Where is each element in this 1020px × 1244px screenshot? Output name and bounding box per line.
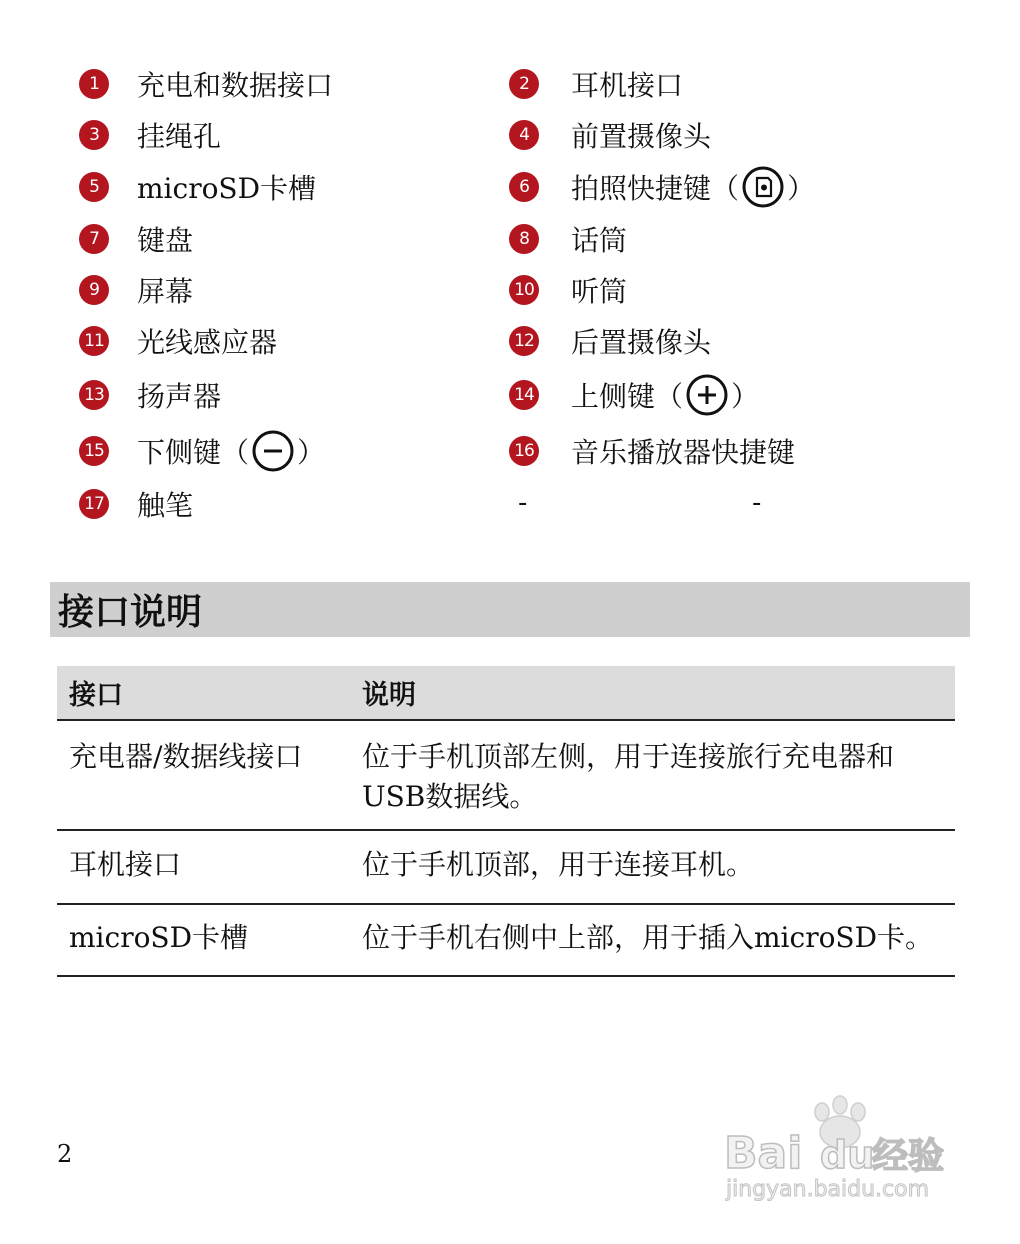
svg-text:Bai: Bai: [724, 1128, 803, 1179]
part-label: 拍照快捷键（: [571, 172, 740, 205]
number-badge: 14: [509, 380, 539, 410]
svg-text:jingyan.baidu.com: jingyan.baidu.com: [726, 1177, 930, 1202]
part-item: [509, 321, 711, 361]
part-label: 触笔: [137, 489, 194, 522]
number-badge: 3: [79, 120, 109, 150]
part-item: [79, 219, 193, 259]
column-header: 说明: [362, 680, 416, 711]
part-item: [509, 270, 627, 310]
page-number: 2: [57, 1140, 73, 1168]
interface-table: [57, 666, 955, 977]
number-badge: 16: [509, 436, 539, 466]
volume-up-icon: [685, 373, 729, 417]
part-item: [79, 375, 221, 415]
part-label-close: ）: [731, 380, 760, 413]
part-label: 屏幕: [137, 275, 194, 308]
table-cell: 位于手机右侧中上部，用于插入microSD卡。: [362, 921, 934, 954]
part-label: 上侧键（: [571, 380, 684, 413]
part-item: [79, 64, 333, 104]
number-badge: 1: [79, 69, 109, 99]
camera-key-icon: [741, 165, 785, 209]
part-label: 耳机接口: [571, 69, 684, 102]
column-header: 接口: [69, 680, 123, 711]
part-item: [509, 64, 683, 104]
part-item: [79, 270, 193, 310]
number-badge: 13: [79, 380, 109, 410]
part-item: [79, 484, 193, 524]
volume-down-icon: [251, 429, 295, 473]
part-item: [509, 375, 759, 415]
part-label: microSD卡槽: [137, 172, 317, 205]
number-badge: 12: [509, 326, 539, 356]
part-item: [509, 115, 711, 155]
part-item: [79, 115, 221, 155]
part-item: [79, 321, 277, 361]
table-cell: 位于手机顶部左侧，用于连接旅行充电器和USB数据线。: [362, 740, 895, 813]
part-label-close: ）: [297, 436, 326, 469]
number-badge: 5: [79, 172, 109, 202]
svg-text:经验: 经验: [872, 1136, 945, 1177]
part-label: 键盘: [137, 224, 194, 257]
number-badge: 9: [79, 275, 109, 305]
part-label: 光线感应器: [137, 326, 278, 359]
part-item: [509, 431, 795, 471]
part-label: 挂绳孔: [137, 120, 222, 153]
empty-marker: -: [752, 488, 762, 518]
number-badge: 4: [509, 120, 539, 150]
number-badge: 10: [509, 275, 539, 305]
part-label-close: ）: [787, 172, 816, 205]
section-heading: [50, 582, 970, 637]
part-label: 话筒: [571, 224, 628, 257]
number-badge: 2: [509, 69, 539, 99]
baidu-watermark-logo: [722, 1092, 962, 1202]
svg-text:du: du: [820, 1133, 875, 1177]
part-label: 前置摄像头: [571, 120, 712, 153]
part-label: 充电和数据接口: [137, 69, 334, 102]
part-label: 下侧键（: [137, 436, 250, 469]
table-cell: 位于手机顶部，用于连接耳机。: [362, 848, 755, 881]
part-item: [79, 431, 325, 471]
part-label: 扬声器: [137, 380, 222, 413]
table-row: [57, 905, 955, 977]
table-row: [57, 721, 955, 831]
number-badge: 7: [79, 224, 109, 254]
part-label: 后置摄像头: [571, 326, 712, 359]
part-item: [509, 219, 627, 259]
part-item: [509, 167, 815, 207]
part-label: 音乐播放器快捷键: [571, 436, 796, 469]
part-label: 听筒: [571, 275, 628, 308]
number-badge: 6: [509, 172, 539, 202]
table-cell: 充电器/数据线接口: [69, 740, 303, 773]
number-badge: 15: [79, 436, 109, 466]
section-title: 接口说明: [58, 592, 203, 633]
number-badge: 8: [509, 224, 539, 254]
table-cell: 耳机接口: [69, 848, 182, 881]
part-item: [79, 167, 316, 207]
table-row: [57, 831, 955, 905]
empty-marker: -: [518, 488, 528, 518]
number-badge: 11: [79, 326, 109, 356]
table-header: [57, 666, 955, 721]
number-badge: 17: [79, 489, 109, 519]
table-cell: microSD卡槽: [69, 921, 249, 954]
